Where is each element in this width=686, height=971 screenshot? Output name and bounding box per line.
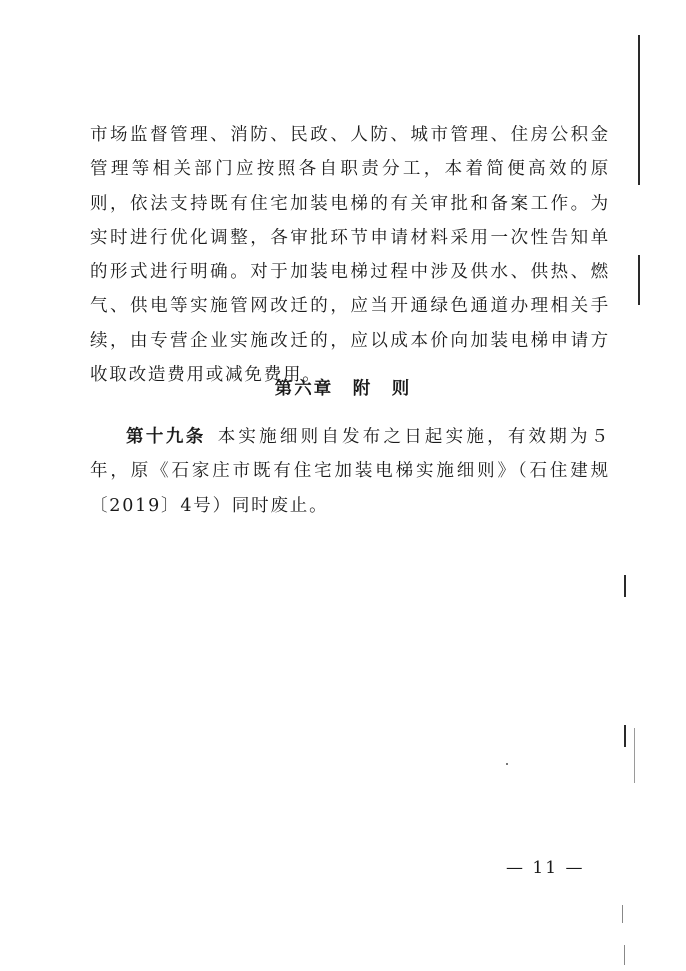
page-number: — 11 — [506,858,585,878]
scan-edge-line [638,255,640,305]
scan-edge-mark [624,575,626,597]
body-paragraph: 市场监督管理、消防、民政、人防、城市管理、住房公积金管理等相关部门应按照各自职责分工，本着简便高效的原则，依法支持既有住宅加装电梯的有关审批和备案工作。为实时进行优化调整，各审批环节申请材料采用一次性告知单的形式进行明确。对于加装电梯过程中涉及供水、供热、燃气、供电等实施管网改迁的，应当开通绿色通道办理相关手续，由专营企业实施改迁的，应以成本价向加装电梯申请方收取改造费用或减免费用。 [90,125,610,386]
scan-speck [506,763,508,765]
article-number: 第十九条 [126,427,206,447]
scan-edge-mark [622,905,623,923]
article-19-paragraph [90,420,610,523]
scan-edge-mark [624,725,626,747]
scan-edge-line [638,35,640,185]
scan-edge-mark [634,728,635,783]
article-19-text: 本实施细则自发布之日起实施，有效期为５年，原《石家庄市既有住宅加装电梯实施细则》（石住建规〔2019〕4号）同时废止。 [90,427,611,516]
scan-edge-mark [624,945,625,965]
chapter-heading: 第六章 附 则 [274,379,412,399]
